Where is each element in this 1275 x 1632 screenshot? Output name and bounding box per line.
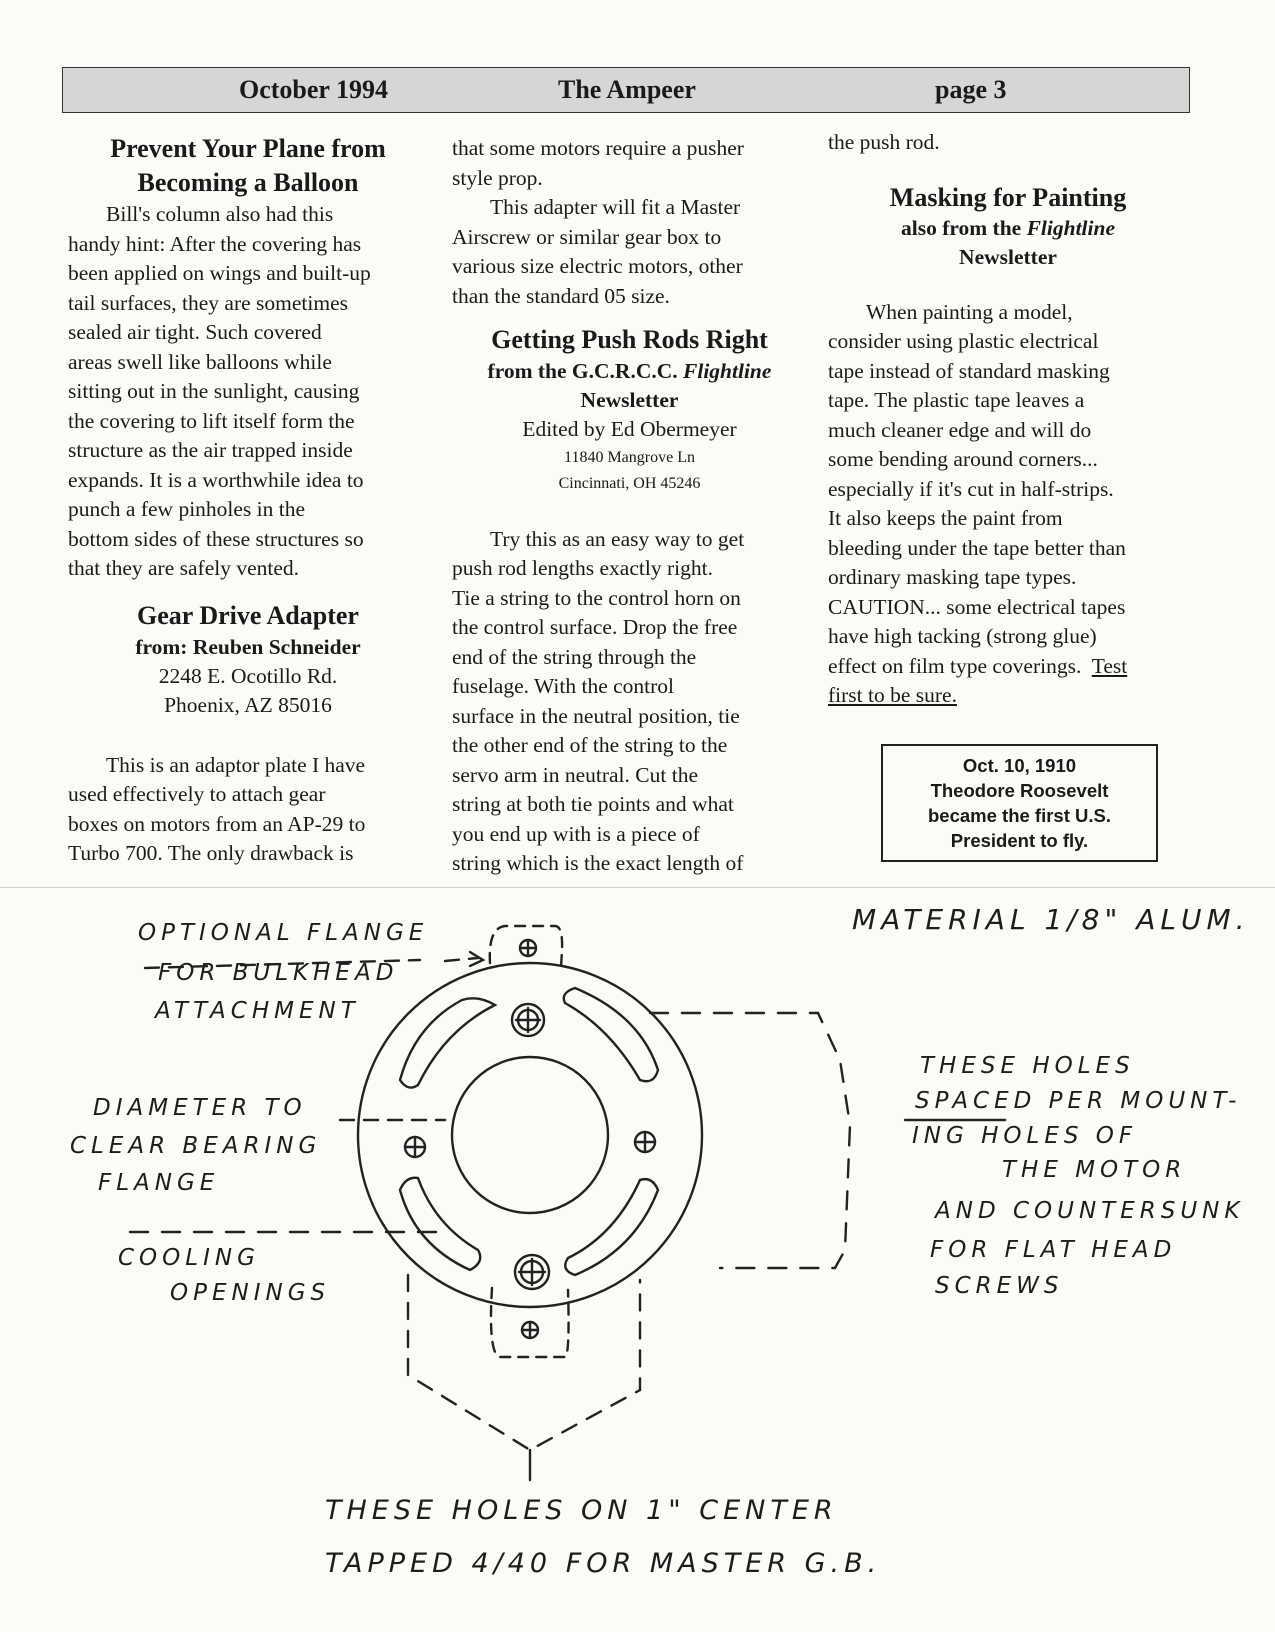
label-openings: OPENINGS	[170, 1280, 331, 1306]
test-emphasis-2: first to be sure.	[828, 683, 957, 707]
label-material: MATERIAL 1/8" ALUM.	[852, 903, 1250, 936]
header-title: The Ampeer	[558, 75, 696, 104]
label-flat-head: FOR FLAT HEAD	[930, 1237, 1177, 1263]
push-rods-address-2: Cincinnati, OH 45246	[558, 474, 701, 492]
test-emphasis: Test	[1091, 653, 1128, 678]
bottom-leader-line	[408, 1275, 640, 1450]
label-countersunk: AND COUNTERSUNK	[935, 1198, 1245, 1224]
article-title-masking: Masking for Painting	[889, 182, 1127, 212]
balloon-paragraph: handy hint: After the covering has been applied on wings and built-up tail surfaces, they are sometimes sealed air tight. Such covered areas swell like balloons while sitting out in the sunlight, causing the covering to lift itself form the structure as the air trapped inside expands. It is a worthwhile idea to punch a few pinholes in the bottom sides of these structures so that they are safely vented.	[68, 231, 371, 580]
label-screws: SCREWS	[935, 1273, 1064, 1299]
header-page: page 3	[935, 75, 1007, 104]
label-mounting-holes: ING HOLES OF	[912, 1123, 1138, 1149]
article-title-balloon: Prevent Your Plane from Becoming a Balloon	[110, 134, 386, 197]
label-cooling: COOLING	[118, 1245, 260, 1271]
label-these-holes: THESE HOLES	[920, 1053, 1135, 1079]
header-date: October 1994	[239, 75, 388, 104]
article-title-gear-drive: Gear Drive Adapter	[137, 600, 359, 630]
cooling-opening-2	[564, 988, 658, 1081]
label-flange: FLANGE	[98, 1170, 220, 1196]
label-the-motor: THE MOTOR	[1002, 1157, 1187, 1183]
gear-drive-address-2: Phoenix, AZ 85016	[164, 693, 332, 717]
label-tapped: TAPPED 4/40 FOR MASTER G.B.	[325, 1548, 882, 1579]
gear-drive-continued: that some motors require a pusher style prop.	[452, 136, 744, 190]
label-bulkhead: FOR BULKHEAD	[158, 960, 399, 986]
push-rods-paragraph: Try this as an easy way to get push rod lengths exactly right. Tie a string to the control horn on the control surface. Drop the free end of the string through the fuselage. With the control surface in the neutral position, tie the other end of the string to the servo arm in neutral. Cut the string at both tie points and what you end up with is a piece of string which is the exact length of	[452, 526, 745, 875]
masking-source-2: Newsletter	[959, 244, 1057, 269]
label-optional-flange: OPTIONAL FLANGE	[138, 920, 429, 946]
fact-box: Oct. 10, 1910 Theodore Roosevelt became the first U.S. President to fly.	[881, 744, 1158, 862]
push-rods-source: from the G.C.R.C.C. Flightline	[487, 359, 772, 383]
masking-paragraph: When painting a model, consider using plastic electrical tape instead of standard masking tape. The plastic tape leaves a much cleaner edge and will do some bending around corners... especially if it's cut in half-strips. It also keeps the paint from bleeding under the tape better than ordinary masking tape types. CAUTION... some electrical tapes have high tacking (strong glue) effect on film type coverings. Test first to be sure.	[828, 299, 1128, 707]
balloon-paragraph-first: Bill's column also had this	[106, 202, 334, 226]
label-diameter: DIAMETER TO	[93, 1095, 307, 1121]
article-title-push-rods: Getting Push Rods Right	[491, 325, 768, 354]
label-clear-bearing: CLEAR BEARING	[70, 1133, 322, 1159]
gear-drive-paragraph: This is an adaptor plate I have used effectively to attach gear boxes on motors from an AP-29 to Turbo 700. The only drawback is	[68, 752, 366, 865]
cooling-opening-3	[400, 1178, 480, 1270]
push-rods-source-2: Newsletter	[580, 388, 679, 412]
cooling-opening-4	[565, 1179, 658, 1275]
push-rods-continued: the push rod.	[828, 130, 940, 154]
gear-drive-address-1: 2248 E. Ocotillo Rd.	[158, 663, 338, 688]
label-holes-center: THESE HOLES ON 1" CENTER	[325, 1495, 838, 1526]
push-rods-editor: Edited by Ed Obermeyer	[522, 417, 737, 441]
push-rods-address-1: 11840 Mangrove Ln	[564, 448, 695, 466]
masking-source: also from the Flightline	[900, 215, 1116, 240]
gear-drive-author: from: Reuben Schneider	[135, 634, 361, 659]
label-spaced-per: SPACED PER MOUNT-	[915, 1088, 1242, 1114]
label-attachment: ATTACHMENT	[155, 998, 360, 1024]
gear-drive-paragraph-2: This adapter will fit a Master Airscrew or similar gear box to various size electric motors, other than the standard 05 size.	[452, 195, 743, 308]
center-bore-outline	[452, 1057, 608, 1213]
